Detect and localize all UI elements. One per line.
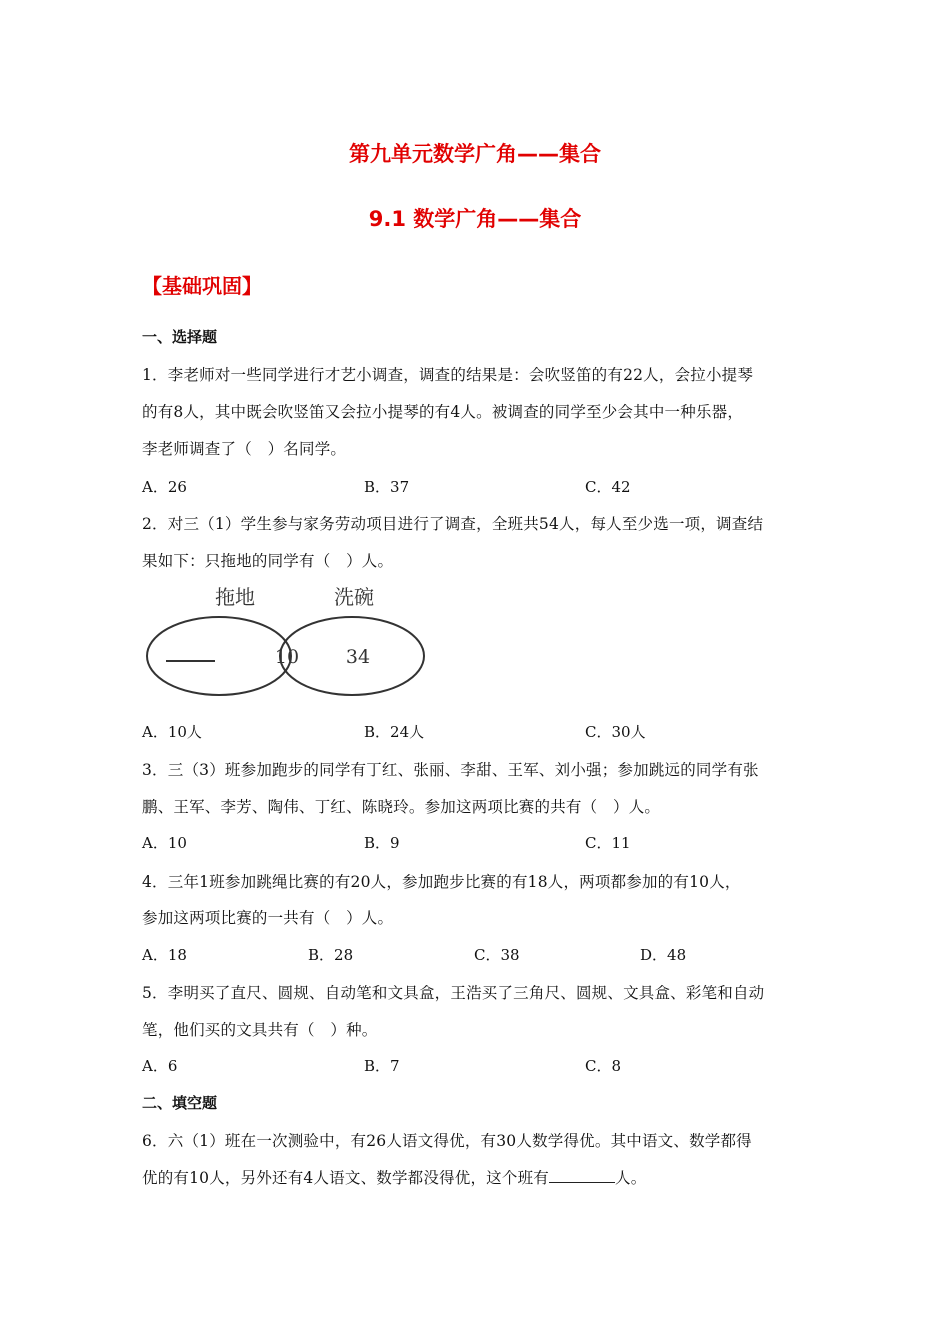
question-1-line-1: 1．李老师对一些同学进行才艺小调查，调查的结果是：会吹竖笛的有22人，会拉小提琴 (142, 366, 754, 384)
question-2-option-c: C．30人 (585, 723, 646, 741)
question-5-option-b: B．7 (364, 1057, 400, 1075)
question-2-line-1: 2．对三（1）学生参与家务劳动项目进行了调查，全班共54人，每人至少选一项，调查结 (142, 515, 764, 533)
question-3-line-2: 鹏、王军、李芳、陶伟、丁红、陈晓玲。参加这两项比赛的共有（ ）人。 (142, 798, 661, 816)
question-6-line-1: 6．六（1）班在一次测验中，有26人语文得优，有30人数学得优。其中语文、数学都得 (142, 1132, 752, 1150)
question-3-option-c: C．11 (585, 834, 631, 852)
question-6-line-2-wrap (142, 1166, 646, 1188)
question-4-option-d: D．48 (640, 946, 687, 964)
question-2-line-2: 果如下：只拖地的同学有（ ）人。 (142, 552, 394, 570)
venn-overlap-value: 10 (274, 646, 300, 668)
page-subtitle: 9.1 数学广角——集合 (368, 207, 582, 231)
part1-heading: 一、选择题 (142, 328, 218, 346)
question-6-line-2-suffix: 人。 (615, 1169, 647, 1187)
part2-heading: 二、填空题 (142, 1094, 218, 1112)
question-4-option-a: A．18 (142, 946, 187, 964)
question-5-option-c: C．8 (585, 1057, 622, 1075)
venn-right-only-value: 34 (345, 646, 371, 668)
question-6-line-2: 优的有10人，另外还有4人语文、数学都没得优，这个班有 (142, 1169, 549, 1187)
question-3-line-1: 3．三（3）班参加跑步的同学有丁红、张丽、李甜、王军、刘小强；参加跳远的同学有张 (142, 761, 759, 779)
question-5-line-1: 5．李明买了直尺、圆规、自动笔和文具盒，王浩买了三角尺、圆规、文具盒、彩笔和自动 (142, 984, 765, 1002)
question-4-option-c: C．38 (474, 946, 520, 964)
venn-diagram (140, 580, 440, 705)
answer-blank[interactable] (549, 1168, 615, 1183)
question-5-line-2: 笔，他们买的文具共有（ ）种。 (142, 1021, 378, 1039)
question-1-line-3: 李老师调查了（ ）名同学。 (142, 440, 347, 458)
page-title: 第九单元数学广角——集合 (349, 142, 601, 166)
question-4-line-1: 4．三年1班参加跳绳比赛的有20人，参加跑步比赛的有18人，两项都参加的有10人， (142, 873, 741, 891)
venn-left-circle (147, 617, 291, 695)
section-label: 【基础巩固】 (142, 274, 262, 298)
question-1-option-b: B．37 (364, 478, 410, 496)
question-5-option-a: A．6 (142, 1057, 178, 1075)
venn-right-label: 洗碗 (334, 585, 374, 609)
question-3-option-b: B．9 (364, 834, 400, 852)
venn-left-label: 拖地 (215, 585, 255, 609)
question-4-line-2: 参加这两项比赛的一共有（ ）人。 (142, 909, 394, 927)
question-1-line-2: 的有8人，其中既会吹竖笛又会拉小提琴的有4人。被调查的同学至少会其中一种乐器， (142, 403, 744, 421)
question-1-option-a: A．26 (142, 478, 187, 496)
question-2-option-b: B．24人 (364, 723, 425, 741)
question-3-option-a: A．10 (142, 834, 187, 852)
question-1-option-c: C．42 (585, 478, 631, 496)
question-4-option-b: B．28 (308, 946, 354, 964)
question-2-option-a: A．10人 (142, 723, 202, 741)
